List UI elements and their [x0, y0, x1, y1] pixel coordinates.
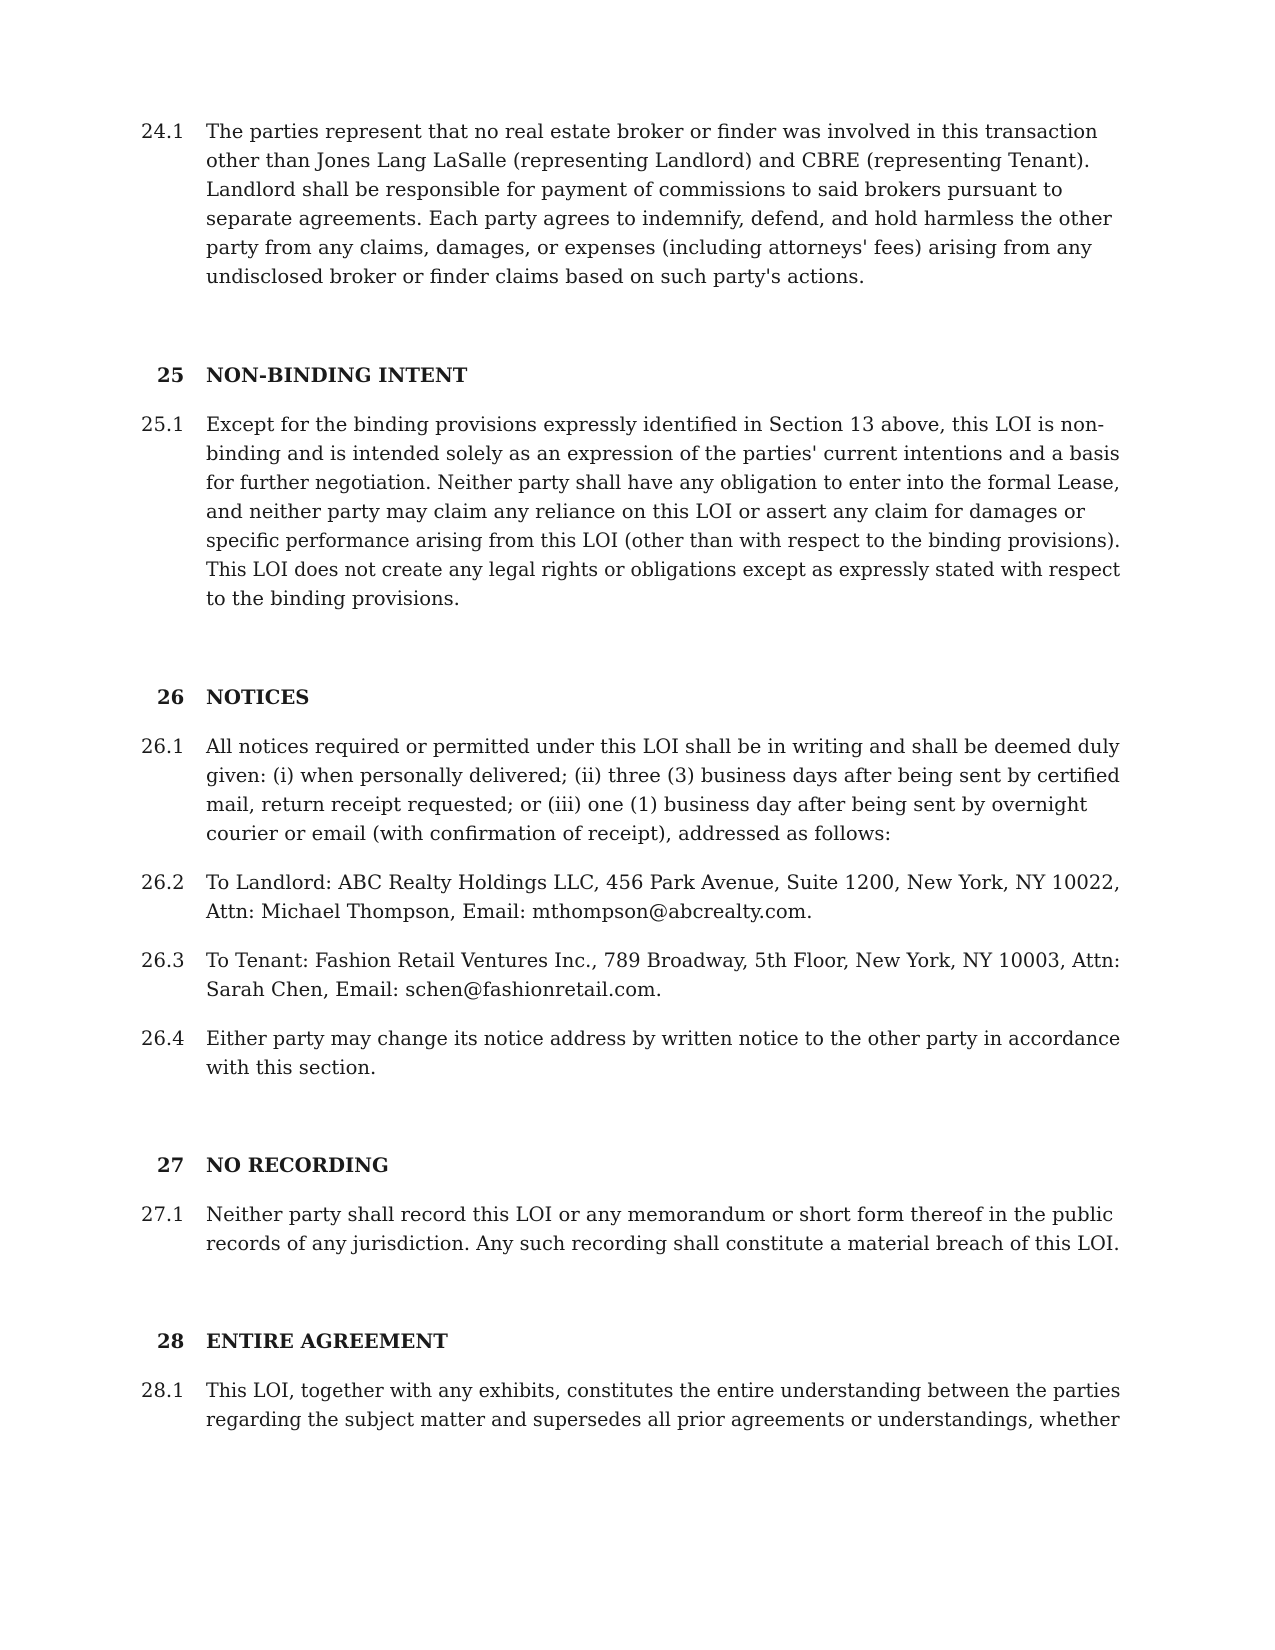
- clause-number: 26.3: [141, 949, 185, 972]
- section-heading: NO RECORDING: [206, 1154, 389, 1177]
- section-number: 26: [157, 686, 185, 709]
- clause-number: 26.1: [141, 735, 185, 758]
- clause-text-line: to the binding provisions.: [206, 587, 460, 610]
- clause-text-line: Neither party shall record this LOI or any memorandum or short form thereof in the public: [206, 1203, 1114, 1226]
- clause-number: 27.1: [141, 1203, 185, 1226]
- clause-text-line: and neither party may claim any reliance on this LOI or assert any claim for damages or: [206, 500, 1086, 523]
- clause-text-line: party from any claims, damages, or expenses (including attorneys' fees) arising from any: [206, 236, 1092, 259]
- clause-text-line: binding and is intended solely as an expression of the parties' current intentions and a basis: [206, 442, 1120, 465]
- clause-text-line: All notices required or permitted under this LOI shall be in writing and shall be deemed duly: [206, 735, 1120, 758]
- section-heading: NON-BINDING INTENT: [206, 364, 468, 387]
- clause-text-line: records of any jurisdiction. Any such recording shall constitute a material breach of this LOI.: [206, 1232, 1120, 1255]
- section-number: 27: [157, 1154, 185, 1177]
- clause-text-line: Except for the binding provisions expressly identified in Section 13 above, this LOI is non-: [206, 413, 1105, 436]
- clause-text-line: courier or email (with confirmation of receipt), addressed as follows:: [206, 822, 892, 845]
- clause-text-line: Sarah Chen, Email: schen@fashionretail.com.: [206, 978, 662, 1001]
- clause-number: 25.1: [141, 413, 185, 436]
- clause-text-line: To Landlord: ABC Realty Holdings LLC, 456 Park Avenue, Suite 1200, New York, NY 10022,: [206, 871, 1121, 894]
- clause-text-line: regarding the subject matter and supersedes all prior agreements or understandings, whether: [206, 1408, 1120, 1431]
- clause-text-line: with this section.: [206, 1056, 377, 1079]
- section-heading: NOTICES: [206, 686, 310, 709]
- section-number: 25: [157, 364, 185, 387]
- clause-number: 28.1: [141, 1379, 185, 1402]
- section-number: 28: [157, 1330, 185, 1353]
- section-heading: ENTIRE AGREEMENT: [206, 1330, 448, 1353]
- clause-number: 24.1: [141, 120, 185, 143]
- clause-text-line: Either party may change its notice address by written notice to the other party in accordance: [206, 1027, 1121, 1050]
- clause-text-line: given: (i) when personally delivered; (ii) three (3) business days after being sent by certified: [206, 764, 1120, 787]
- clause-text-line: for further negotiation. Neither party shall have any obligation to enter into the formal Lease,: [206, 471, 1120, 494]
- clause-text-line: Attn: Michael Thompson, Email: mthompson@abcrealty.com.: [206, 900, 813, 923]
- clause-text-line: To Tenant: Fashion Retail Ventures Inc., 789 Broadway, 5th Floor, New York, NY 10003, Attn:: [206, 949, 1121, 972]
- clause-text-line: The parties represent that no real estate broker or finder was involved in this transaction: [206, 120, 1098, 143]
- clause-text-line: mail, return receipt requested; or (iii) one (1) business day after being sent by overnight: [206, 793, 1088, 816]
- clause-number: 26.4: [141, 1027, 185, 1050]
- clause-text-line: This LOI does not create any legal rights or obligations except as expressly stated with respect: [206, 558, 1121, 581]
- clause-text-line: undisclosed broker or finder claims based on such party's actions.: [206, 265, 865, 288]
- clause-text-line: specific performance arising from this LOI (other than with respect to the binding provisions).: [206, 529, 1121, 552]
- clause-text-line: separate agreements. Each party agrees to indemnify, defend, and hold harmless the other: [206, 207, 1112, 230]
- clause-number: 26.2: [141, 871, 185, 894]
- clause-text-line: Landlord shall be responsible for payment of commissions to said brokers pursuant to: [206, 178, 1063, 201]
- clause-text-line: This LOI, together with any exhibits, constitutes the entire understanding between the parties: [206, 1379, 1121, 1402]
- clause-text-line: other than Jones Lang LaSalle (representing Landlord) and CBRE (representing Tenant).: [206, 149, 1090, 172]
